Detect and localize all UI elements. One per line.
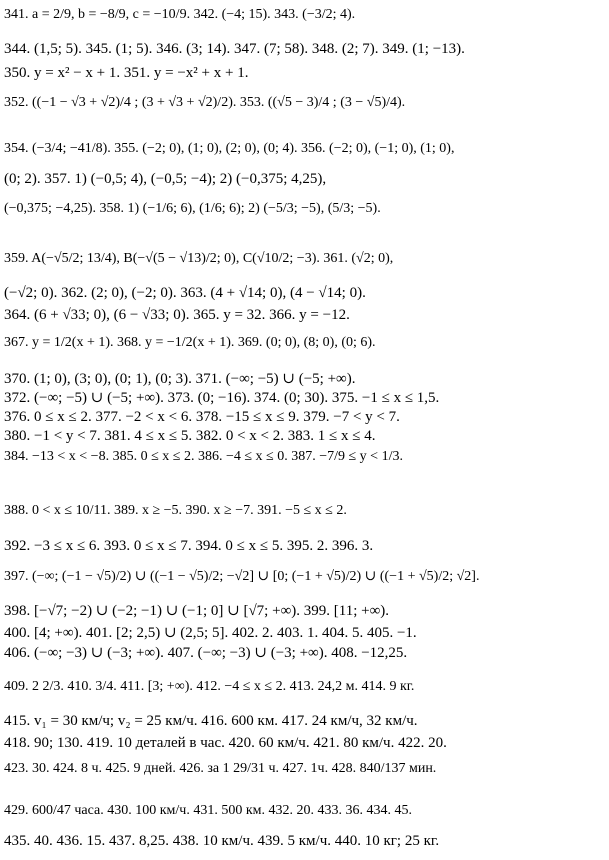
answer-line: (−0,375; −4,25). 358. 1) (−1/6; 6), (1/6; 6); 2) (−5/3; −5), (5/3; −5).: [4, 201, 381, 216]
answer-line: 364. (6 + √33; 0), (6 − √33; 0). 365. y = 32. 366. y = −12.: [4, 307, 350, 323]
answer-line: 415. v₁ = 30 км/ч; v₂ = 25 км/ч. 416. 600 км. 417. 24 км/ч, 32 км/ч.: [4, 713, 418, 729]
answer-line: 376. 0 ≤ x ≤ 2. 377. −2 < x < 6. 378. −15 ≤ x ≤ 9. 379. −7 < y < 7.: [4, 409, 400, 425]
answer-line: 352. ((−1 − √3 + √2)/4 ; (3 + √3 + √2)/2). 353. ((√5 − 3)/4 ; (3 − √5)/4).: [4, 95, 406, 110]
answer-line: 341. a = 2/9, b = −8/9, c = −10/9. 342. (−4; 15). 343. (−3/2; 4).: [4, 7, 356, 22]
answer-line: 354. (−3/4; −41/8). 355. (−2; 0), (1; 0), (2; 0), (0; 4). 356. (−2; 0), (−1; 0), (1; 0),: [4, 141, 455, 156]
answer-line: 392. −3 ≤ x ≤ 6. 393. 0 ≤ x ≤ 7. 394. 0 ≤ x ≤ 5. 395. 2. 396. 3.: [4, 538, 374, 554]
answer-line: 409. 2 2/3. 410. 3/4. 411. [3; +∞). 412. −4 ≤ x ≤ 2. 413. 24,2 м. 414. 9 кг.: [4, 679, 415, 694]
answer-line: 372. (−∞; −5) ∪ (−5; +∞). 373. (0; −16). 374. (0; 30). 375. −1 ≤ x ≤ 1,5.: [4, 390, 440, 406]
answer-line: (0; 2). 357. 1) (−0,5; 4), (−0,5; −4); 2) (−0,375; 4,25),: [4, 171, 327, 187]
answer-line: 370. (1; 0), (3; 0), (0; 1), (0; 3). 371. (−∞; −5) ∪ (−5; +∞).: [4, 371, 356, 387]
answer-line: 406. (−∞; −3) ∪ (−3; +∞). 407. (−∞; −3) ∪ (−3; +∞). 408. −12,25.: [4, 645, 408, 661]
answer-line: 367. y = 1/2(x + 1). 368. y = −1/2(x + 1). 369. (0; 0), (8; 0), (0; 6).: [4, 335, 376, 350]
answer-line: 380. −1 < y < 7. 381. 4 ≤ x ≤ 5. 382. 0 < x < 2. 383. 1 ≤ x ≤ 4.: [4, 428, 376, 444]
answer-line: 388. 0 < x ≤ 10/11. 389. x ≥ −5. 390. x ≥ −7. 391. −5 ≤ x ≤ 2.: [4, 503, 347, 518]
answer-line: 359. A(−√5/2; 13/4), B(−√(5 − √13)/2; 0), C(√10/2; −3). 361. (√2; 0),: [4, 251, 394, 266]
answer-line: 350. y = x² − x + 1. 351. y = −x² + x + 1.: [4, 65, 249, 81]
answer-line: 423. 30. 424. 8 ч. 425. 9 дней. 426. за 1 29/31 ч. 427. 1ч. 428. 840/137 мин.: [4, 761, 437, 776]
answer-line: (−√2; 0). 362. (2; 0), (−2; 0). 363. (4 + √14; 0), (4 − √14; 0).: [4, 285, 366, 301]
answer-line: 400. [4; +∞). 401. [2; 2,5) ∪ (2,5; 5]. 402. 2. 403. 1. 404. 5. 405. −1.: [4, 625, 417, 641]
answer-line: 344. (1,5; 5). 345. (1; 5). 346. (3; 14). 347. (7; 58). 348. (2; 7). 349. (1; −13).: [4, 41, 465, 57]
answer-line: 398. [−√7; −2) ∪ (−2; −1) ∪ (−1; 0] ∪ [√7; +∞). 399. [11; +∞).: [4, 603, 390, 619]
answer-line: 418. 90; 130. 419. 10 деталей в час. 420. 60 км/ч. 421. 80 км/ч. 422. 20.: [4, 735, 447, 751]
answer-line: 384. −13 < x < −8. 385. 0 ≤ x ≤ 2. 386. −4 ≤ x ≤ 0. 387. −7/9 ≤ y < 1/3.: [4, 449, 403, 464]
answer-line: 397. (−∞; (−1 − √5)/2) ∪ ((−1 − √5)/2; −√2] ∪ [0; (−1 + √5)/2) ∪ ((−1 + √5)/2; √2].: [4, 569, 480, 584]
answer-line: 435. 40. 436. 15. 437. 8,25. 438. 10 км/ч. 439. 5 км/ч. 440. 10 кг; 25 кг.: [4, 833, 440, 849]
answer-line: 429. 600/47 часа. 430. 100 км/ч. 431. 500 км. 432. 20. 433. 36. 434. 45.: [4, 803, 412, 818]
